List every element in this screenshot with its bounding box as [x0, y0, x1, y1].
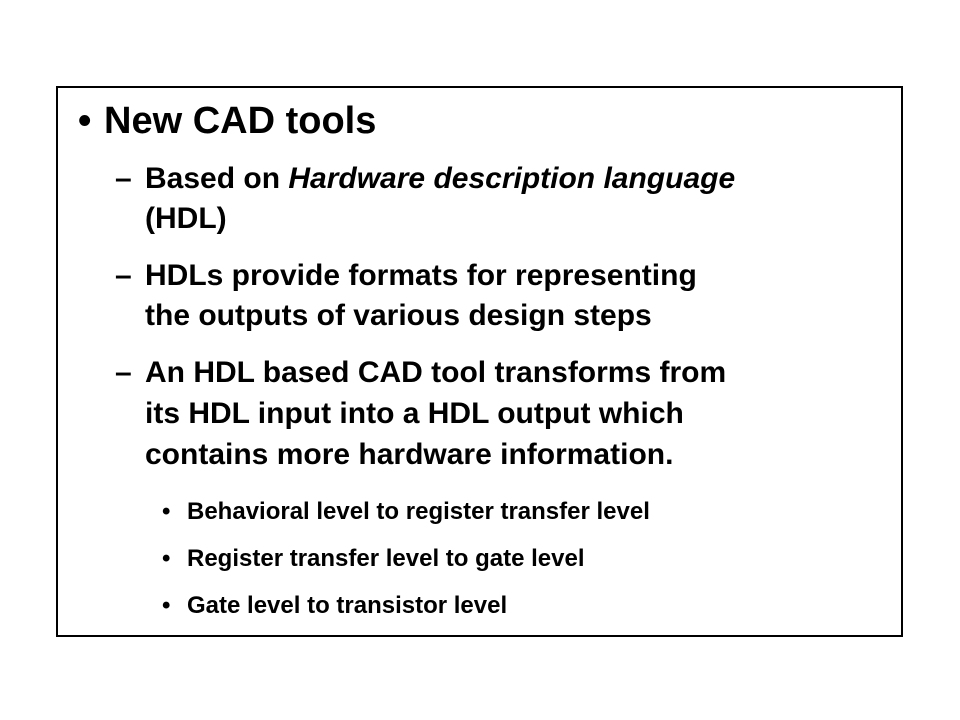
- sub-item-1-line-1: [145, 162, 735, 196]
- bullet-marker: •: [78, 100, 92, 142]
- bullet-marker: •: [162, 592, 171, 619]
- sub-item-2-line-2: the outputs of various design steps: [145, 299, 652, 332]
- dash-marker: –: [115, 259, 132, 292]
- sub-item-3-line-1: An HDL based CAD tool transforms from: [145, 356, 727, 389]
- sub-item-1-prefix: Based on: [145, 162, 289, 195]
- bullet-marker: •: [162, 545, 171, 572]
- dash-marker: –: [115, 356, 132, 389]
- sub-item-1-italic: Hardware description language: [288, 162, 736, 195]
- sub-item-2-line-1: HDLs provide formats for representing: [145, 259, 697, 292]
- sub-item-3-line-3: contains more hardware information.: [145, 438, 674, 471]
- sub-sub-item-3: Gate level to transistor level: [187, 592, 508, 619]
- sub-sub-item-2: Register transfer level to gate level: [187, 545, 585, 572]
- bullet-marker: •: [162, 498, 171, 525]
- dash-marker: –: [115, 162, 132, 195]
- sub-item-3-line-2: its HDL input into a HDL output which: [145, 397, 684, 430]
- main-bullet-text: New CAD tools: [104, 100, 377, 142]
- sub-sub-item-1: Behavioral level to register transfer level: [187, 498, 650, 525]
- sub-item-1-line-2: (HDL): [145, 202, 227, 235]
